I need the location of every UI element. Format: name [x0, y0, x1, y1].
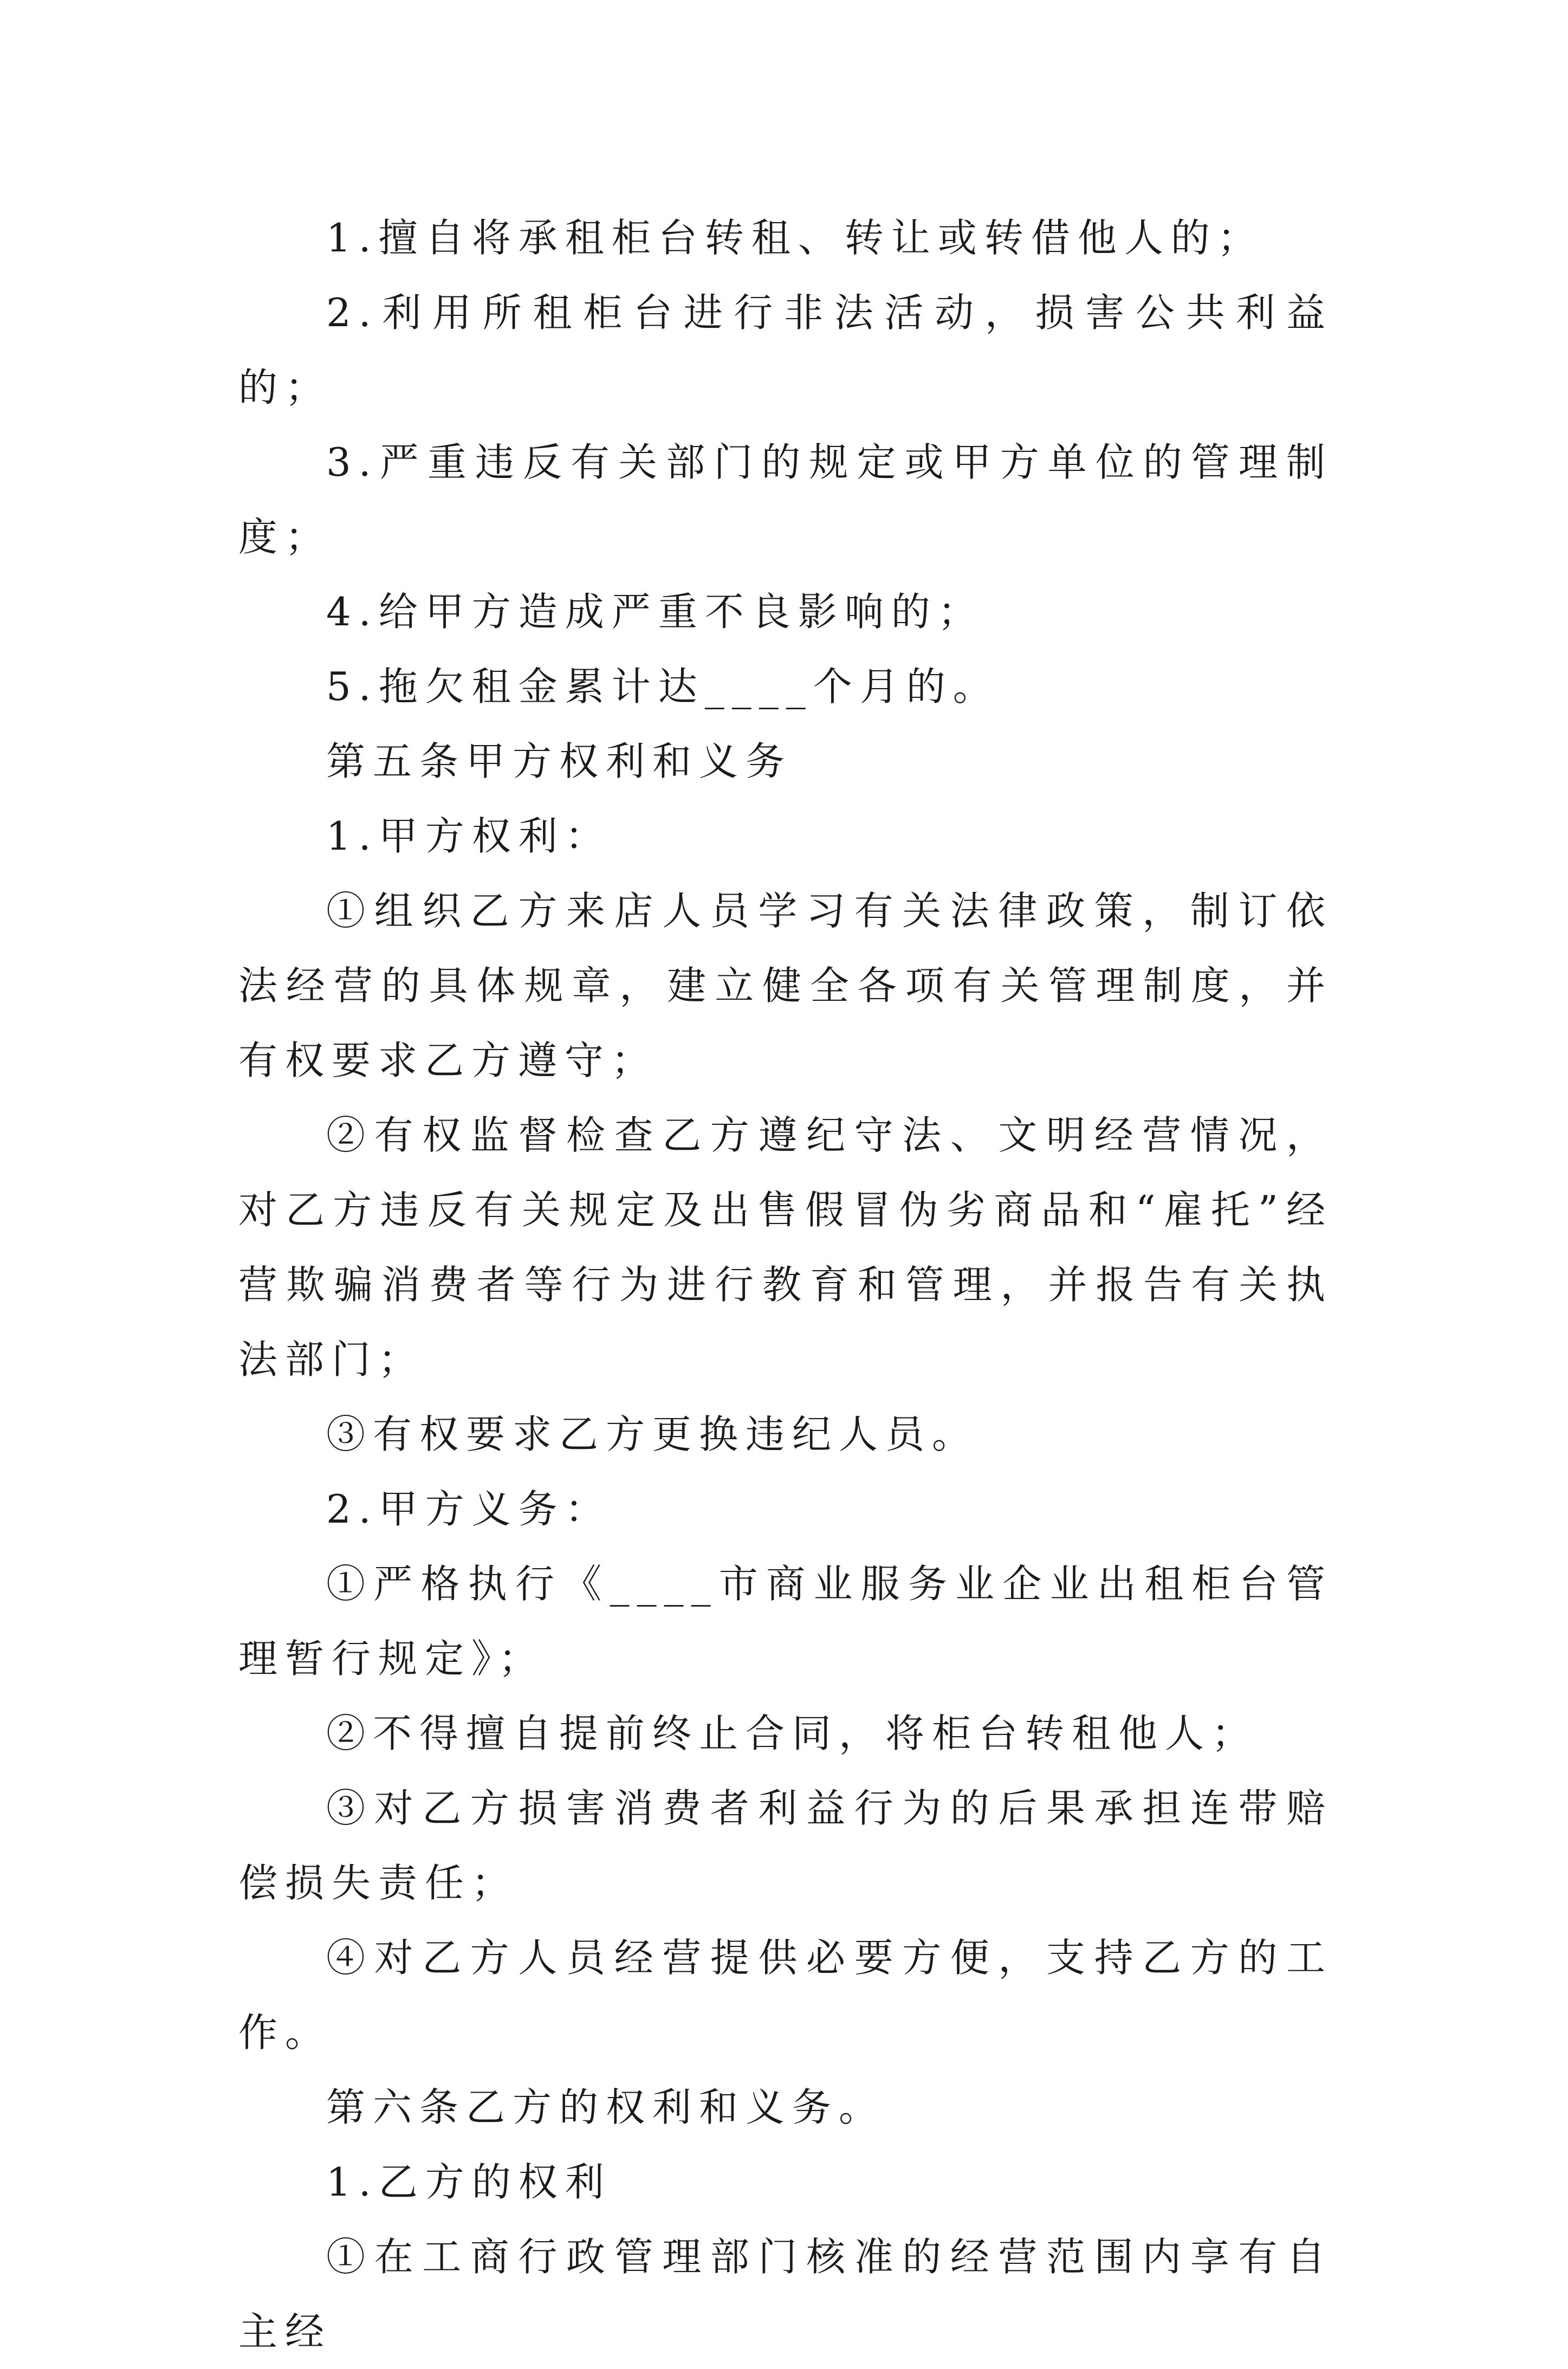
- article-5-heading: 第五条甲方权利和义务: [326, 739, 793, 784]
- party-a-right-1: ①组织乙方来店人员学习有关法律政策，制订依法经营的具体规章，建立健全各项有关管理制度，并有权要求乙方遵守；: [238, 888, 1333, 1083]
- article-6-heading: 第六条乙方的权利和义务。: [326, 2085, 886, 2130]
- party-a-duty-4: ④对乙方人员经营提供必要方便，支持乙方的工作。: [238, 1935, 1333, 2055]
- party-b-rights-heading: 1.乙方的权利: [326, 2159, 612, 2205]
- document-body: [238, 200, 1333, 2369]
- party-a-duty-2: ②不得擅自提前终止合同，将柜台转租他人；: [326, 1711, 1259, 1756]
- party-b-right-1: ①在工商行政管理部门核准的经营范围内享有自主经: [238, 2234, 1333, 2354]
- party-a-rights-heading: 1.甲方权利：: [326, 813, 612, 859]
- party-a-duty-3: ③对乙方损害消费者利益行为的后果承担连带赔偿损失责任；: [238, 1785, 1333, 1906]
- party-a-duties-heading: 2.甲方义务：: [326, 1486, 612, 1532]
- clause-item-4: 4.给甲方造成严重不良影响的；: [326, 589, 984, 635]
- party-a-right-2: ②有权监督检查乙方遵纪守法、文明经营情况，对乙方违反有关规定及出售假冒伪劣商品和“雇托”经营欺骗消费者等行为进行教育和管理，并报告有关执法部门；: [238, 1112, 1333, 1382]
- clause-item-5: 5.拖欠租金累计达____个月的。: [326, 664, 1000, 709]
- party-a-duty-1: ①严格执行《____市商业服务业企业出租柜台管理暂行规定》；: [238, 1561, 1333, 1681]
- clause-item-3: 3.严重违反有关部门的规定或甲方单位的管理制度；: [238, 439, 1333, 560]
- party-a-right-3: ③有权要求乙方更换违纪人员。: [326, 1412, 979, 1457]
- clause-item-2: 2.利用所租柜台进行非法活动，损害公共利益的；: [238, 290, 1333, 410]
- clause-item-1: 1.擅自将承租柜台转租、转让或转借他人的；: [326, 215, 1264, 261]
